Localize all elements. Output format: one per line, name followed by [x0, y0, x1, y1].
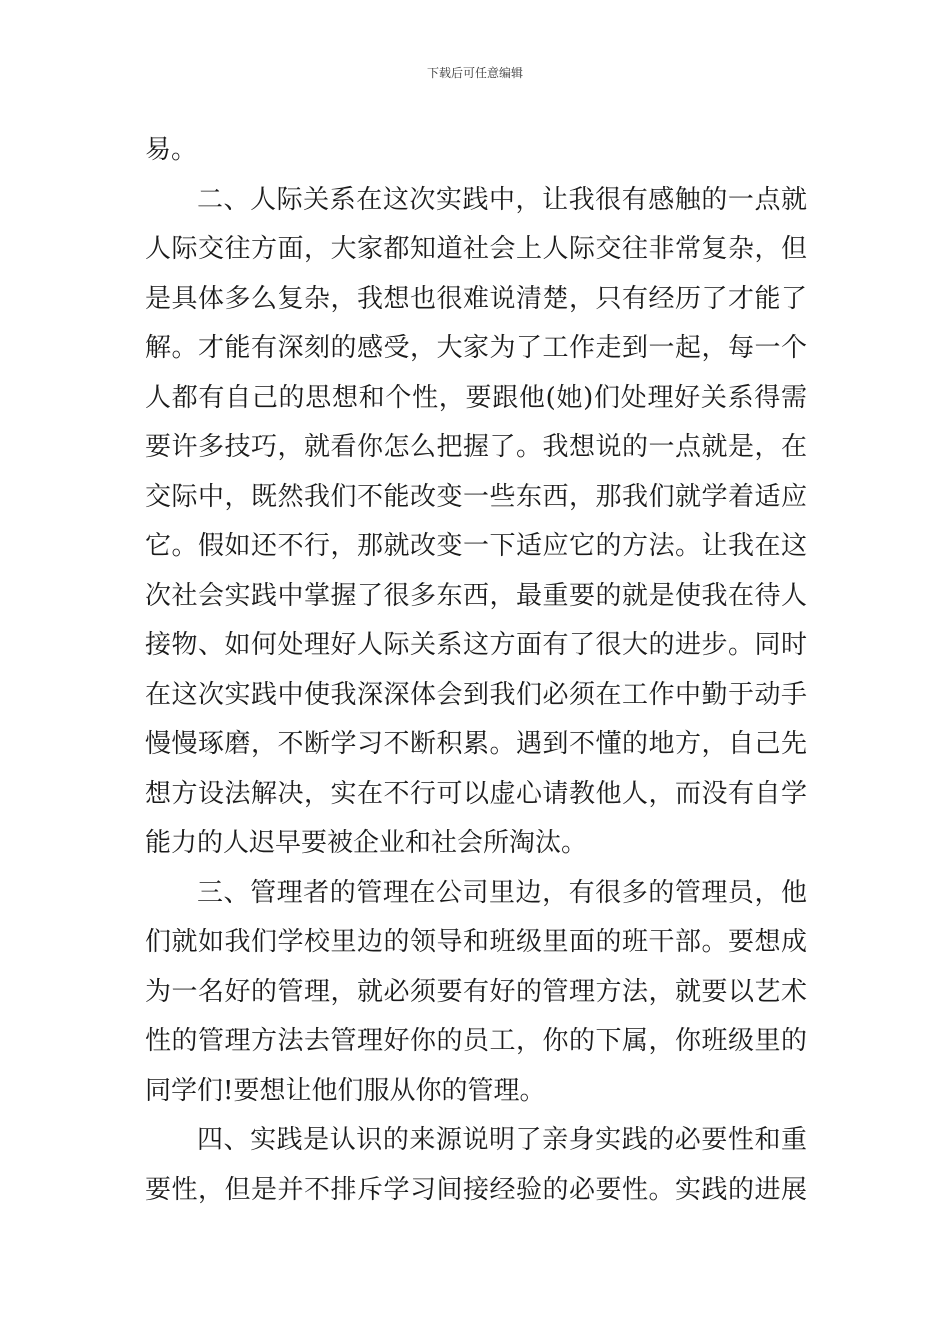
text-line: 要许多技巧，就看你怎么把握了。我想说的一点就是，在	[145, 432, 807, 462]
text-line: 次社会实践中掌握了很多东西，最重要的就是使我在待人	[145, 580, 807, 611]
text-line: 同学们!要想让他们服从你的管理。	[145, 1075, 546, 1106]
text-line: 解。才能有深刻的感受，大家为了工作走到一起，每一个	[145, 333, 807, 363]
text-line: 四、实践是认识的来源说明了亲身实践的必要性和重	[197, 1125, 807, 1155]
text-line: 能力的人迟早要被企业和社会所淘汰。	[145, 828, 588, 858]
text-line: 二、人际关系在这次实践中，让我很有感触的一点就	[197, 184, 807, 215]
text-line: 三、管理者的管理在公司里边，有很多的管理员，他	[197, 877, 807, 908]
text-line: 人际交往方面，大家都知道社会上人际交往非常复杂，但	[145, 234, 807, 264]
text-line: 它。假如还不行，那就改变一下适应它的方法。让我在这	[145, 531, 807, 561]
text-line: 在这次实践中使我深深体会到我们必须在工作中勤于动手	[145, 679, 807, 710]
text-line: 为一名好的管理，就必须要有好的管理方法，就要以艺术	[145, 976, 807, 1007]
text-line: 们就如我们学校里边的领导和班级里面的班干部。要想成	[145, 927, 807, 957]
text-line: 是具体多么复杂，我想也很难说清楚，只有经历了才能了	[145, 283, 807, 314]
text-line: 易。	[145, 135, 198, 165]
page-header: 下载后可任意编辑	[426, 66, 523, 80]
text-line: 人都有自己的思想和个性，要跟他(她)们处理好关系得需	[145, 382, 807, 413]
text-line: 接物、如何处理好人际关系这方面有了很大的进步。同时	[145, 630, 807, 660]
text-line: 慢慢琢磨，不断学习不断积累。遇到不懂的地方，自己先	[145, 729, 807, 759]
text-line: 要性，但是并不排斥学习间接经验的必要性。实践的进展	[145, 1174, 807, 1205]
body-text	[145, 126, 807, 1215]
text-line: 性的管理方法去管理好你的员工，你的下属，你班级里的	[145, 1026, 807, 1056]
text-line: 想方设法解决，实在不行可以虚心请教他人，而没有自学	[145, 778, 807, 809]
text-line: 交际中，既然我们不能改变一些东西，那我们就学着适应	[145, 481, 807, 512]
